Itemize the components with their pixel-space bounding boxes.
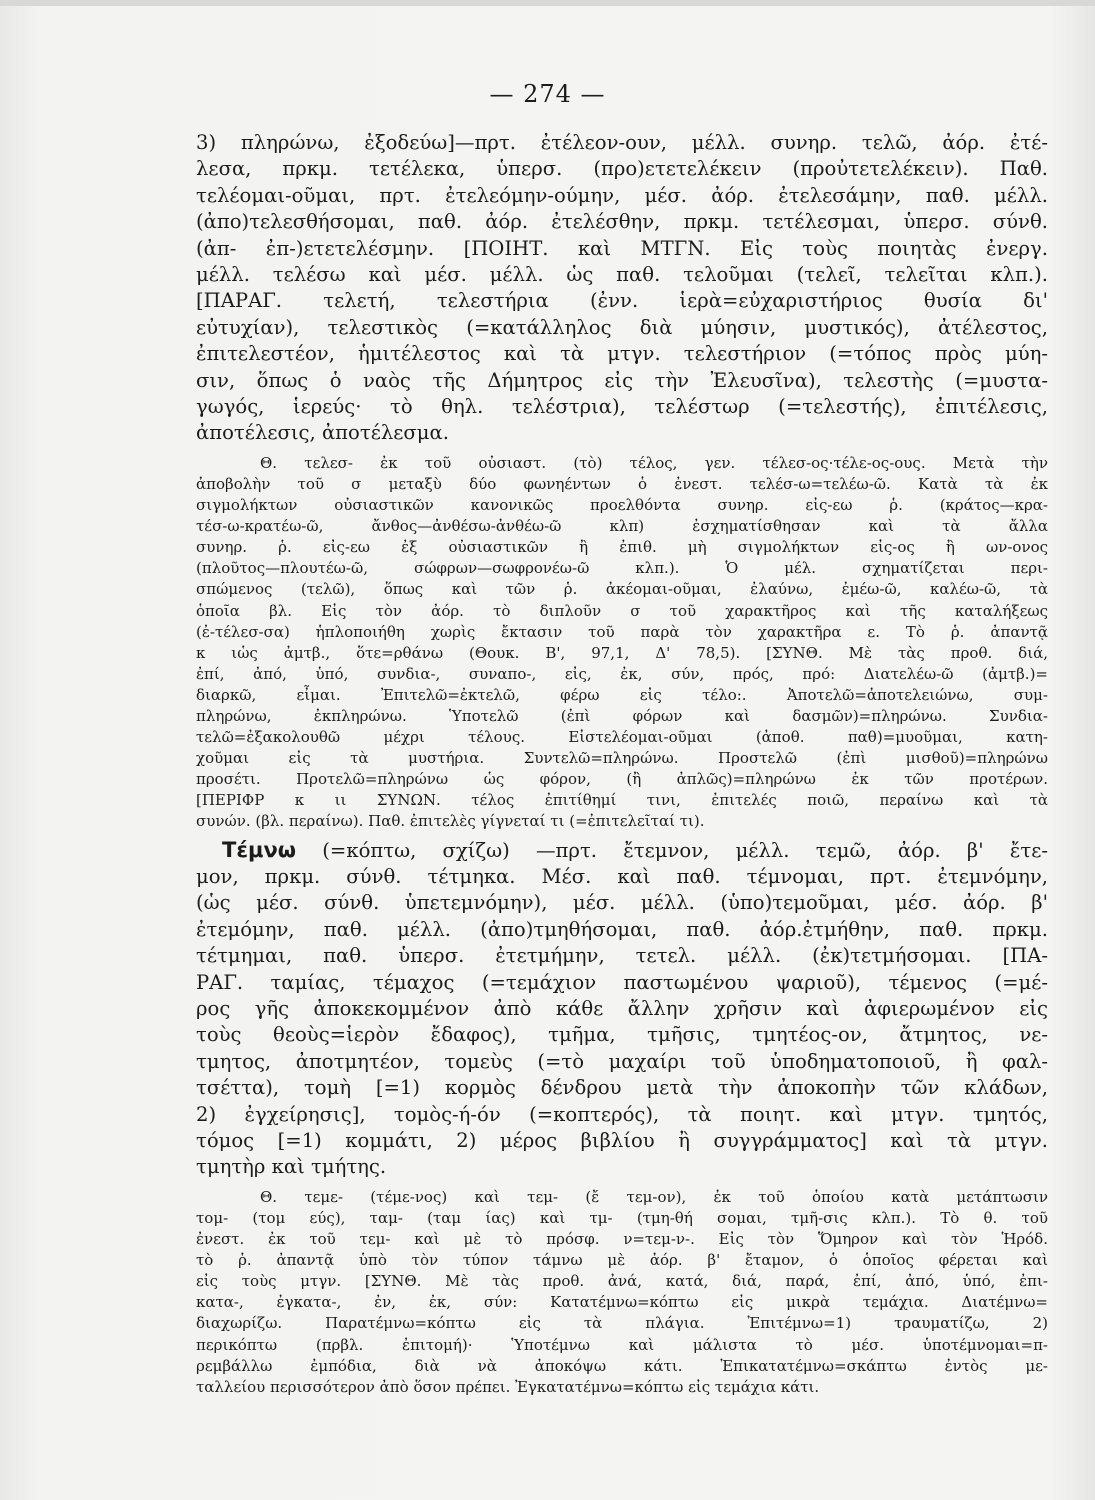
entry-text-line: 3) πληρώνω, ἐξοδεύω]—πρτ. ἐτέλεον-ουν, μέλλ. συνηρ. τελῶ, ἀόρ. ἐτέ- <box>196 131 1048 154</box>
note-text-line: (ἐ-τέλεσ-σα) ἡπλοποιήθη χωρὶς ἔκτασιν τοῦ παρὰ τὸν χαρακτῆρα ε. Τὸ ῥ. ἀπαντᾷ <box>196 622 1048 641</box>
entry-text-line: εὐτυχίαν), τελεστικὸς (=κατάλληλος διὰ μύησιν, μυστικός), ἀτέλεστος, <box>196 315 1048 339</box>
note-text-line: (πλοῦτος—πλουτέω-ῶ, σώφρων—σωφρονέω-ῶ κλπ.). Ὁ μέλ. σχηματίζεται περι- <box>196 559 1048 578</box>
entry-text-line: μον, πρκμ. σύνθ. τέτμηκα. Μέσ. καὶ παθ. τέμνομαι, πρτ. ἐτεμνόμην, <box>196 864 1048 888</box>
entry-text-line: ἐτεμόμην, παθ. μέλλ. (ἀπο)τμηθήσομαι, παθ. ἀόρ.ἐτμήθην, παθ. πρκμ. <box>196 917 1048 941</box>
note-text-line: συνών. (βλ. περαίνω). Παθ. ἐπιτελὲς γίγνεταί τι (=ἐπιτελεῖταί τι). <box>196 812 705 831</box>
entry-text-line: [ΠΑΡΑΓ. τελετή, τελεστήρια (ἐνν. ἱερὰ=εὐχαριστήριος θυσία δι' <box>196 289 1048 313</box>
note-text-line: χοῦμαι εἰς τὰ μυστήρια. Συντελῶ=πληρώνω. Προστελῶ (ἐπὶ μισθοῦ)=πληρώνω <box>196 749 1048 768</box>
note-text-line: Θ. τελεσ- ἐκ τοῦ οὐσιαστ. (τὸ) τέλος, γεν. τέλεσ-ος·τέλε-ος-ους. Μετὰ τὴν <box>260 453 1048 472</box>
page-number: — 274 — <box>489 80 606 108</box>
note-text-line: εἰς τοὺς μτγν. [ΣΥΝΘ. Μὲ τὰς προθ. ἀνά, κατά, διά, παρά, ἐπί, ἀπό, ὑπό, ἐπι- <box>196 1272 1048 1291</box>
note-text-line: ρεμβάλλω ἐμπόδια, διὰ νὰ ἀποκόψω κάτι. Ἐπικατατέμνω=σκάπτω ἐντὸς με- <box>196 1356 1048 1375</box>
note-text-line: κ ιὡς ἀμτβ., ὅτε=ρθάνω (Θουκ. Β', 97,1, Δ' 78,5). [ΣΥΝΘ. Μὲ τὰς προθ. διά, <box>196 643 1048 662</box>
note-text-line: διαρκῶ, εἶμαι. Ἐπιτελῶ=ἐκτελῶ, φέρω εἰς τέλο:. Ἀποτελῶ=ἀποτελειώνω, συμ- <box>196 685 1048 704</box>
note-text-line: ταλλείου περισσότερον ἀπὸ ὅσον πρέπει. Ἐγκατατέμνω=κόπτω εἰς τεμάχια κάτι. <box>196 1377 820 1396</box>
entry-text-line: τμητὴρ καὶ τμήτης. <box>196 1155 387 1179</box>
note-text-line: ἀποβολὴν τοῦ σ μεταξὺ δύο φωνηέντων ὁ ἐνεστ. τελέσ-ω=τελέω-ῶ. Κατὰ τὰ ἐκ <box>196 474 1048 493</box>
entry-text-line: (ὡς μέσ. σύνθ. ὑπετεμνόμην), μέσ. μέλλ. (ὑπο)τεμοῦμαι, μέσ. ἀόρ. β' <box>196 891 1048 915</box>
note-text-line: [ΠΕΡΙΦΡ κ ιι ΣΥΝΩΝ. τέλος ἐπιτίθημί τινι, ἐπιτελές ποιῶ, περαίνω καὶ τὰ <box>196 791 1048 810</box>
entry-text-line: τελέομαι-οῦμαι, πρτ. ἐτελεόμην-ούμην, μέσ. ἀόρ. ἐτελεσάμην, παθ. μέλλ. <box>196 183 1048 207</box>
entry-text-line: τμητος, ἀποτμητέον, τομεὺς (=τὸ μαχαίρι τοῦ ὑποδηματοποιοῦ, ἢ φαλ- <box>196 1049 1048 1073</box>
note-text-line: σπώμενος (τελῶ), ὅπως καὶ τῶν ῥ. ἀκέομαι-οῦμαι, ἐλαύνω, ἐμέω-ῶ, καλέω-ῶ, τὰ <box>196 580 1048 599</box>
note-text-line: κατα-, ἐγκατα-, ἐν, ἐκ, σύν: Κατατέμνω=κόπτω εἰς μικρὰ τεμάχια. Διατέμνω= <box>196 1293 1048 1312</box>
note-text-line: ἐπί, ἀπό, ὑπό, συνδια-, συναπο-, εἰς, ἐκ, σύν, πρός, πρό: Διατελέω-ῶ (ἀμτβ.)= <box>196 664 1048 683</box>
entry-telo-continuation <box>196 130 1048 447</box>
entry-text-line: τοὺς θεοὺς=ἱερὸν ἔδαφος), τμῆμα, τμῆσις, τμητέος-ον, ἄτμητος, νε- <box>196 1023 1048 1047</box>
entry-text-line: τέτμημαι, παθ. ὑπερσ. ἐτετμήμην, τετελ. μέλλ. (ἐκ)τετμήσομαι. [ΠΑ- <box>196 944 1048 968</box>
entry-text-line: 2) ἐγχείρησις], τομὸς-ή-όν (=κοπτερός), τὰ ποιητ. καὶ μτγν. τμητός, <box>196 1102 1048 1126</box>
entry-temno <box>196 837 1048 1181</box>
entry-text-line: ρος γῆς ἀποκεκομμένον ἀπὸ κάθε ἄλλην χρῆσιν καὶ ἀφιερωμένον εἰς <box>196 997 1048 1020</box>
note-text-line: συνηρ. ῥ. εἰς-εω ἐξ οὐσιαστικῶν ἢ ἐπιθ. μὴ σιγμολήκτων εἰς-ος ἢ ων-ονος <box>196 538 1048 557</box>
page-top-edge <box>0 0 1095 6</box>
note-text-line: τὸ ῥ. ἀπαντᾷ ὑπὸ τὸν τύπον τάμνω μὲ ἀόρ. β' ἔταμον, ὁ ὁποῖος φέρεται καὶ <box>196 1251 1048 1270</box>
note-text-line: προσέτι. Προτελῶ=πληρώνω ὡς φόρον, (ἢ ἀπλῶς)=πληρώνω ἐκ τῶν προτέρων. <box>196 770 1048 789</box>
entry-text-line: τσέττα), τομὴ [=1) κορμὸς δένδρου μετὰ τὴν ἀποκοπὴν τῶν κλάδων, <box>196 1076 1048 1100</box>
entry-text-line: ἀποτέλεσις, ἀποτέλεσμα. <box>196 421 449 445</box>
note-text-line: πληρώνω, ἐκπληρώνω. Ὑποτελῶ (ἐπὶ φόρων καὶ δασμῶν)=πληρώνω. Συνδια- <box>196 707 1048 725</box>
headword-continuation: (=κόπτω, σχίζω) —πρτ. ἔτεμνον, μέλλ. τεμῶ, ἀόρ. β' ἔτε- <box>322 838 1048 862</box>
note-text-line: σιγμολήκτων οὐσιαστικῶν κανονικῶς προελθόντα συνηρ. εἰς-εω ῥ. (κράτος—κρα- <box>196 496 1048 515</box>
entry-text-line: (ἀπο)τελεσθήσομαι, παθ. ἀόρ. ἐτελέσθην, πρκμ. τετέλεσμαι, ὑπερσ. σύνθ. <box>196 210 1048 234</box>
entry-text-line: μέλλ. τελέσω καὶ μέσ. μέλλ. ὡς παθ. τελοῦμαι (τελεῖ, τελεῖται κλπ.). <box>196 263 1048 287</box>
entry-text-line: (ἀπ- ἐπ-)ετετελέσμην. [ΠΟΙΗΤ. καὶ ΜΤΓΝ. Εἰς τοὺς ποιητὰς ἐνεργ. <box>196 236 1048 260</box>
entry-text-line: τόμος [=1) κομμάτι, 2) μέρος βιβλίου ἢ συγγράμματος] καὶ τὰ μτγν. <box>196 1129 1048 1153</box>
note-text-line: Θ. τεμε- (τέμε-νος) καὶ τεμ- (ἔ τεμ-ον), ἐκ τοῦ ὁποίου κατὰ μετάπτωσιν <box>260 1187 1048 1206</box>
entry-text-line: σιν, ὅπως ὁ ναὸς τῆς Δήμητρος εἰς τὴν Ἐλευσῖνα), τελεστὴς (=μυστα- <box>196 368 1048 392</box>
etymology-note-telo <box>196 453 1048 833</box>
note-text-line: τελῶ=ἐξακολουθῶ μέχρι τέλους. Εἰστελέομαι-οῦμαι (ἀποθ. παθ)=μυοῦμαι, κατη- <box>196 728 1048 747</box>
note-text-line: τέσ-ω-κρατέω-ῶ, ἄνθος—ἀνθέσω-ἀνθέω-ῶ κλπ) ἐσχηματίσθησαν καὶ τὰ ἄλλα <box>196 517 1048 536</box>
note-text-line: ἐνεστ. ἐκ τοῦ τεμ- καὶ μὲ τὸ πρόσφ. ν=τεμ-ν-. Εἰς τὸν Ὅμηρον καὶ τὸν Ἡρόδ. <box>196 1230 1048 1249</box>
entry-text-line: ἐπιτελεστέον, ἡμιτέλεστος καὶ τὰ μτγν. τελεστήριον (=τόπος πρὸς μύη- <box>196 342 1048 366</box>
entry-first-line <box>196 837 1048 864</box>
note-text-line: τομ- (τομ εύς), ταμ- (ταμ ίας) καὶ τμ- (τμη-θή σομαι, τμῆ-σις κλπ.). Τὸ θ. τοῦ <box>196 1208 1048 1227</box>
page-body <box>196 130 1048 1398</box>
entry-text-line: γωγός, ἱερεύς· τὸ θηλ. τελέστρια), τελέστωρ (=τελεστής), ἐπιτέλεσις, <box>196 395 1048 419</box>
note-text-line: περικόπτω (πρβλ. ἐπιτομή)· Ὑποτέμνω καὶ μάλιστα τὸ μέσ. ὑποτέμνομαι=π- <box>196 1335 1048 1354</box>
headword: Τέμνω <box>222 837 297 862</box>
note-text-line: διαχωρίζω. Παρατέμνω=κόπτω εἰς τὰ πλάγια. Ἐπιτέμνω=1) τραυματίζω, 2) <box>196 1314 1048 1333</box>
entry-text-line: λεσα, πρκμ. τετέλεκα, ὑπερσ. (προ)ετετελέκειν (προὐτετελέκειν). Παθ. <box>196 157 1048 181</box>
entry-text-line: ΡΑΓ. ταμίας, τέμαχος (=τεμάχιον παστωμένου ψαριοῦ), τέμενος (=μέ- <box>196 970 1048 994</box>
note-text-line: ὁποῖα βλ. Εἰς τὸν ἀόρ. τὸ διπλοῦν σ τοῦ χαρακτῆρος καὶ τῆς καταλήξεως <box>196 601 1048 620</box>
etymology-note-temno <box>196 1187 1048 1398</box>
